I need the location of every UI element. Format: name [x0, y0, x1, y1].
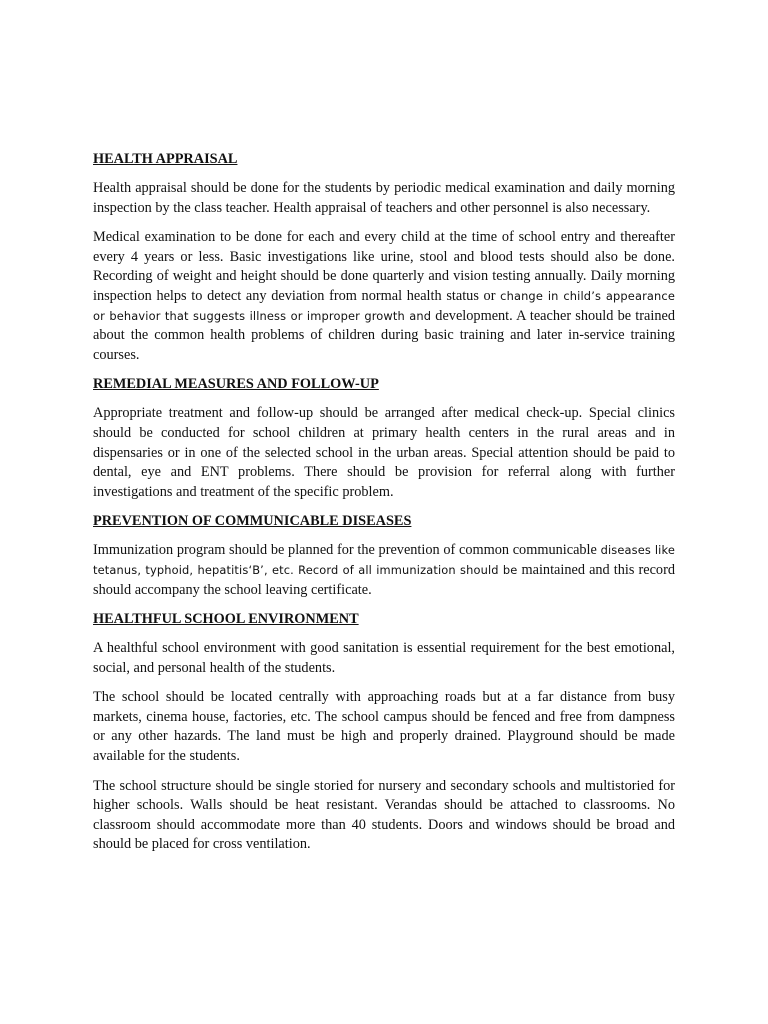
- paragraph-environment-1: [93, 639, 675, 678]
- paragraph-text: The school should be located centrally with approaching roads but at a far distance from busy markets, cinema house, factories, etc. The school campus should be fenced and free from dampness or any other hazards. The land must be high and properly drained. Playground should be made available for the students.: [93, 689, 675, 765]
- document-page: [93, 150, 675, 865]
- paragraph-text: Health appraisal should be done for the students by periodic medical examination and daily morning inspection by the class teacher. Health appraisal of teachers and other personnel is also necessary.: [93, 180, 675, 216]
- paragraph-text-alt-font: change in child’s appearance or behavior that suggests illness or improper growth and: [93, 288, 675, 323]
- paragraph-text: maintained and this record should accompany the school leaving certificate.: [93, 561, 675, 598]
- paragraph-text: Appropriate treatment and follow-up should be arranged after medical check-up. Special clinics should be conducted for school children at primary health centers in the rural areas and in dispensaries or in one of the selected school in the urban areas. Special attention should be paid to dental, eye and ENT problems. There should be provision for referral along with further investigations and treatment of the specific problem.: [93, 405, 675, 500]
- paragraph-prevention: [93, 541, 675, 600]
- heading-healthful-school-environment: HEALTHFUL SCHOOL ENVIRONMENT: [93, 611, 359, 628]
- paragraph-remedial-measures: [93, 404, 675, 502]
- paragraph-text: Medical examination to be done for each and every child at the time of school entry and thereafter every 4 years or less. Basic investigations like urine, stool and blood tests should also be done. Recording of weight and height should be done quarterly and vision testing annually. Daily morning inspection helps to detect any deviation from normal health status or: [93, 229, 675, 304]
- paragraph-environment-2: [93, 688, 675, 766]
- paragraph-text: Immunization program should be planned for the prevention of common communicable: [93, 542, 601, 559]
- paragraph-environment-3: [93, 777, 675, 855]
- paragraph-text: The school structure should be single storied for nursery and secondary schools and multistoried for higher schools. Walls should be heat resistant. Verandas should be attached to classrooms. No classroom should accommodate more than 40 students. Doors and windows should be broad and should be placed for cross ventilation.: [93, 777, 675, 853]
- heading-remedial-measures: REMEDIAL MEASURES AND FOLLOW-UP: [93, 376, 379, 393]
- paragraph-health-appraisal-1: [93, 179, 675, 218]
- paragraph-text-alt-font: diseases like tetanus, typhoid, hepatitis‘B’, etc. Record of all immunization should be: [93, 543, 675, 577]
- paragraph-text: development. A teacher should be trained about the common health problems of children during basic training and later in-service training courses.: [93, 307, 675, 363]
- paragraph-text: A healthful school environment with good sanitation is essential requirement for the best emotional, social, and personal health of the students.: [93, 640, 675, 676]
- paragraph-health-appraisal-2: [93, 228, 675, 365]
- heading-prevention-communicable-diseases: PREVENTION OF COMMUNICABLE DISEASES: [93, 513, 412, 530]
- heading-health-appraisal: HEALTH APPRAISAL: [93, 151, 238, 167]
